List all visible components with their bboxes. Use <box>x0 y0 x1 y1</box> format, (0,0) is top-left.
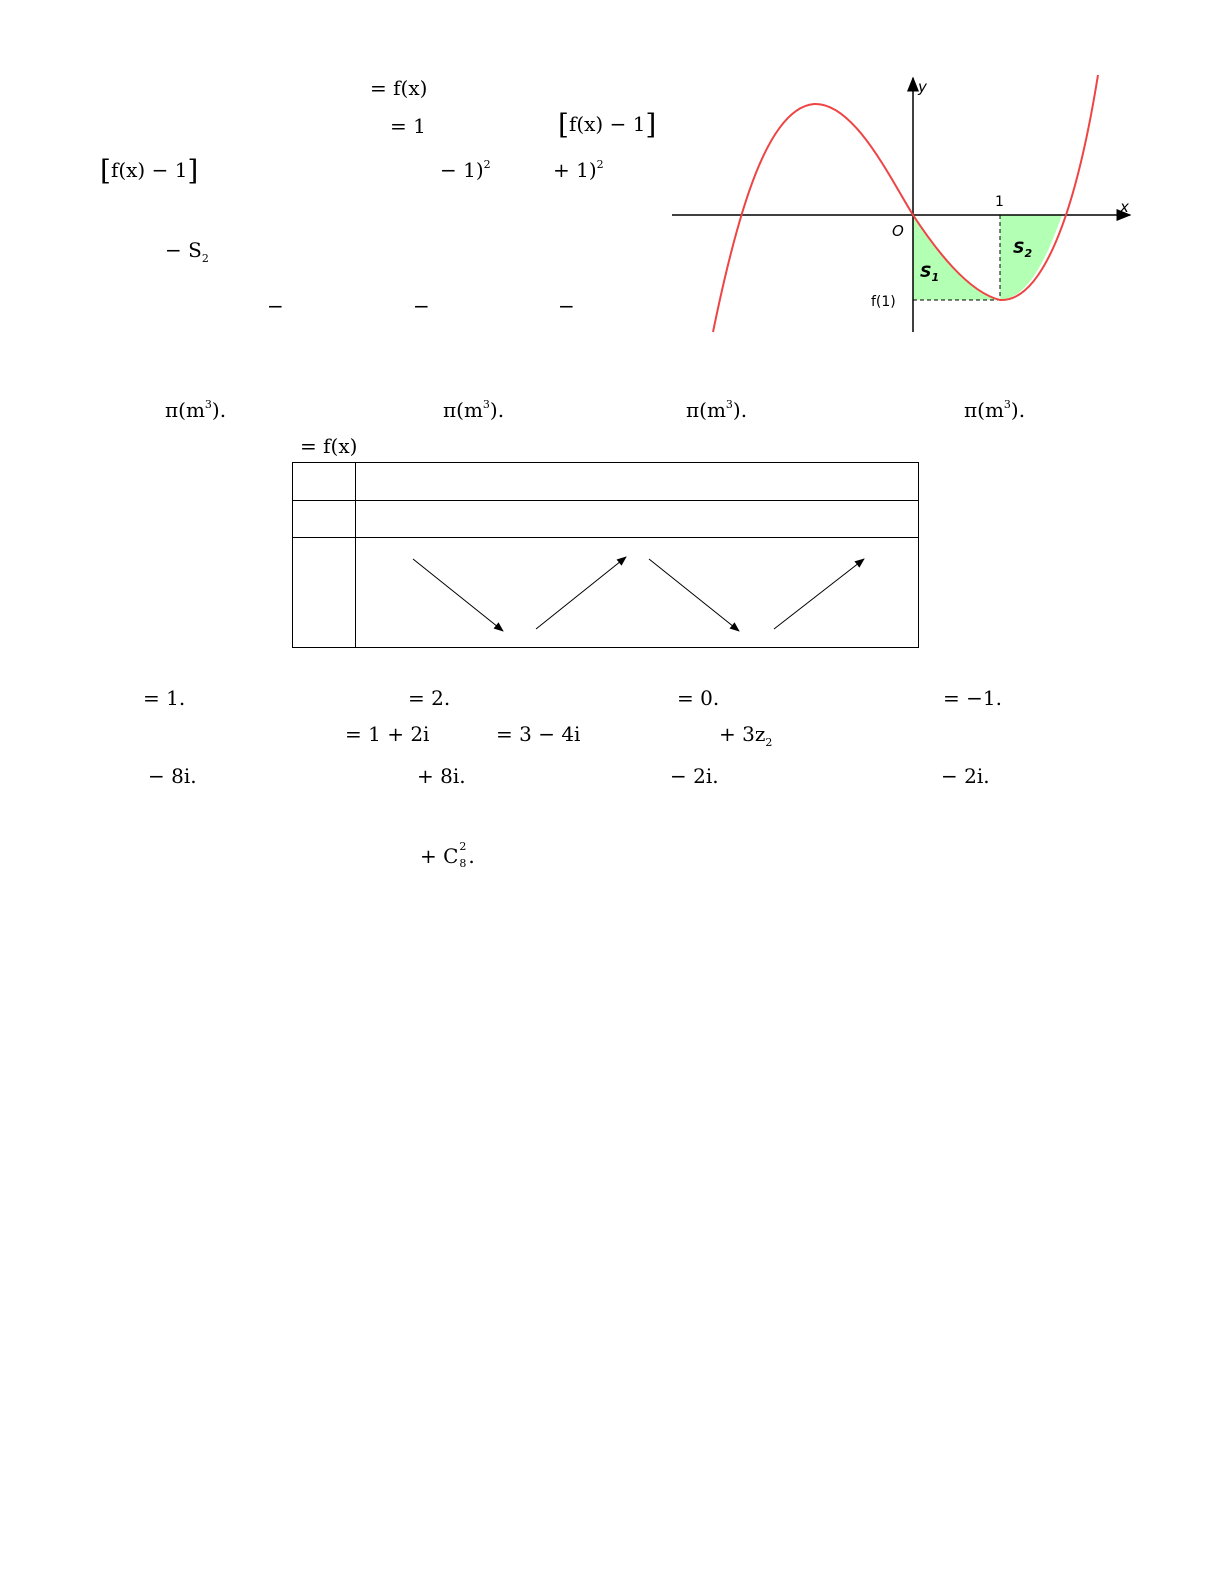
p2-answer-a: = 1. <box>143 686 186 710</box>
p3-z1: = 1 + 2i <box>345 722 430 746</box>
vt-arrows <box>293 463 918 647</box>
label-one: 1 <box>995 194 1004 210</box>
p2-answer-b: = 2. <box>408 686 451 710</box>
volume-answer-b: $\pi(m^3)$. <box>443 398 505 422</box>
p3-answer-a: − 8i. <box>148 764 197 788</box>
p1-dash-a: − <box>267 294 284 318</box>
label-s1: $S_1$ <box>920 262 940 284</box>
p1-dash-b: − <box>413 294 430 318</box>
arrow-decrease-1 <box>413 559 503 631</box>
p2-func-def: = f(x) <box>300 434 358 458</box>
volume-answer-c: $\pi(m^3)$. <box>686 398 748 422</box>
region-s1 <box>913 215 1000 300</box>
p4-expr: + C 2 8 . <box>420 840 475 870</box>
p1-minus-s2: − $S_2$ <box>165 238 209 265</box>
volume-answer-d: $\pi(m^3)$. <box>964 398 1026 422</box>
label-s2: $S_2$ <box>1013 238 1033 260</box>
cubic-graph <box>668 70 1138 340</box>
p3-expr: + $3z_2$ <box>719 722 773 749</box>
arrow-decrease-2 <box>649 559 739 631</box>
label-y: y <box>918 78 927 96</box>
label-x: x <box>1120 198 1129 216</box>
cubic-curve <box>713 75 1098 332</box>
arrow-increase-2 <box>774 559 864 629</box>
p2-answer-c: = 0. <box>677 686 720 710</box>
p3-answer-b: + 8i. <box>417 764 466 788</box>
label-origin: O <box>892 222 904 240</box>
p3-answer-d: − 2i. <box>941 764 990 788</box>
p1-bracket-right: [f(x) − 1] <box>558 108 657 141</box>
p1-func-def: = f(x) <box>370 76 428 100</box>
variation-table <box>292 462 919 648</box>
p1-dash-c: − <box>558 294 575 318</box>
p2-answer-d: = −1. <box>943 686 1002 710</box>
p3-answer-c: − 2i. <box>670 764 719 788</box>
p3-z2: = 3 − 4i <box>496 722 581 746</box>
p1-eq-one: = 1 <box>390 114 426 138</box>
p1-bracket-left: [f(x) − 1] <box>100 154 199 187</box>
arrow-increase-1 <box>536 557 626 629</box>
p1-square-plus: + 1)$^2$ <box>553 158 604 182</box>
volume-answer-a: $\pi(m^3)$. <box>165 398 227 422</box>
label-f1: f(1) <box>871 294 896 310</box>
p1-square-minus: − 1)$^2$ <box>440 158 491 182</box>
